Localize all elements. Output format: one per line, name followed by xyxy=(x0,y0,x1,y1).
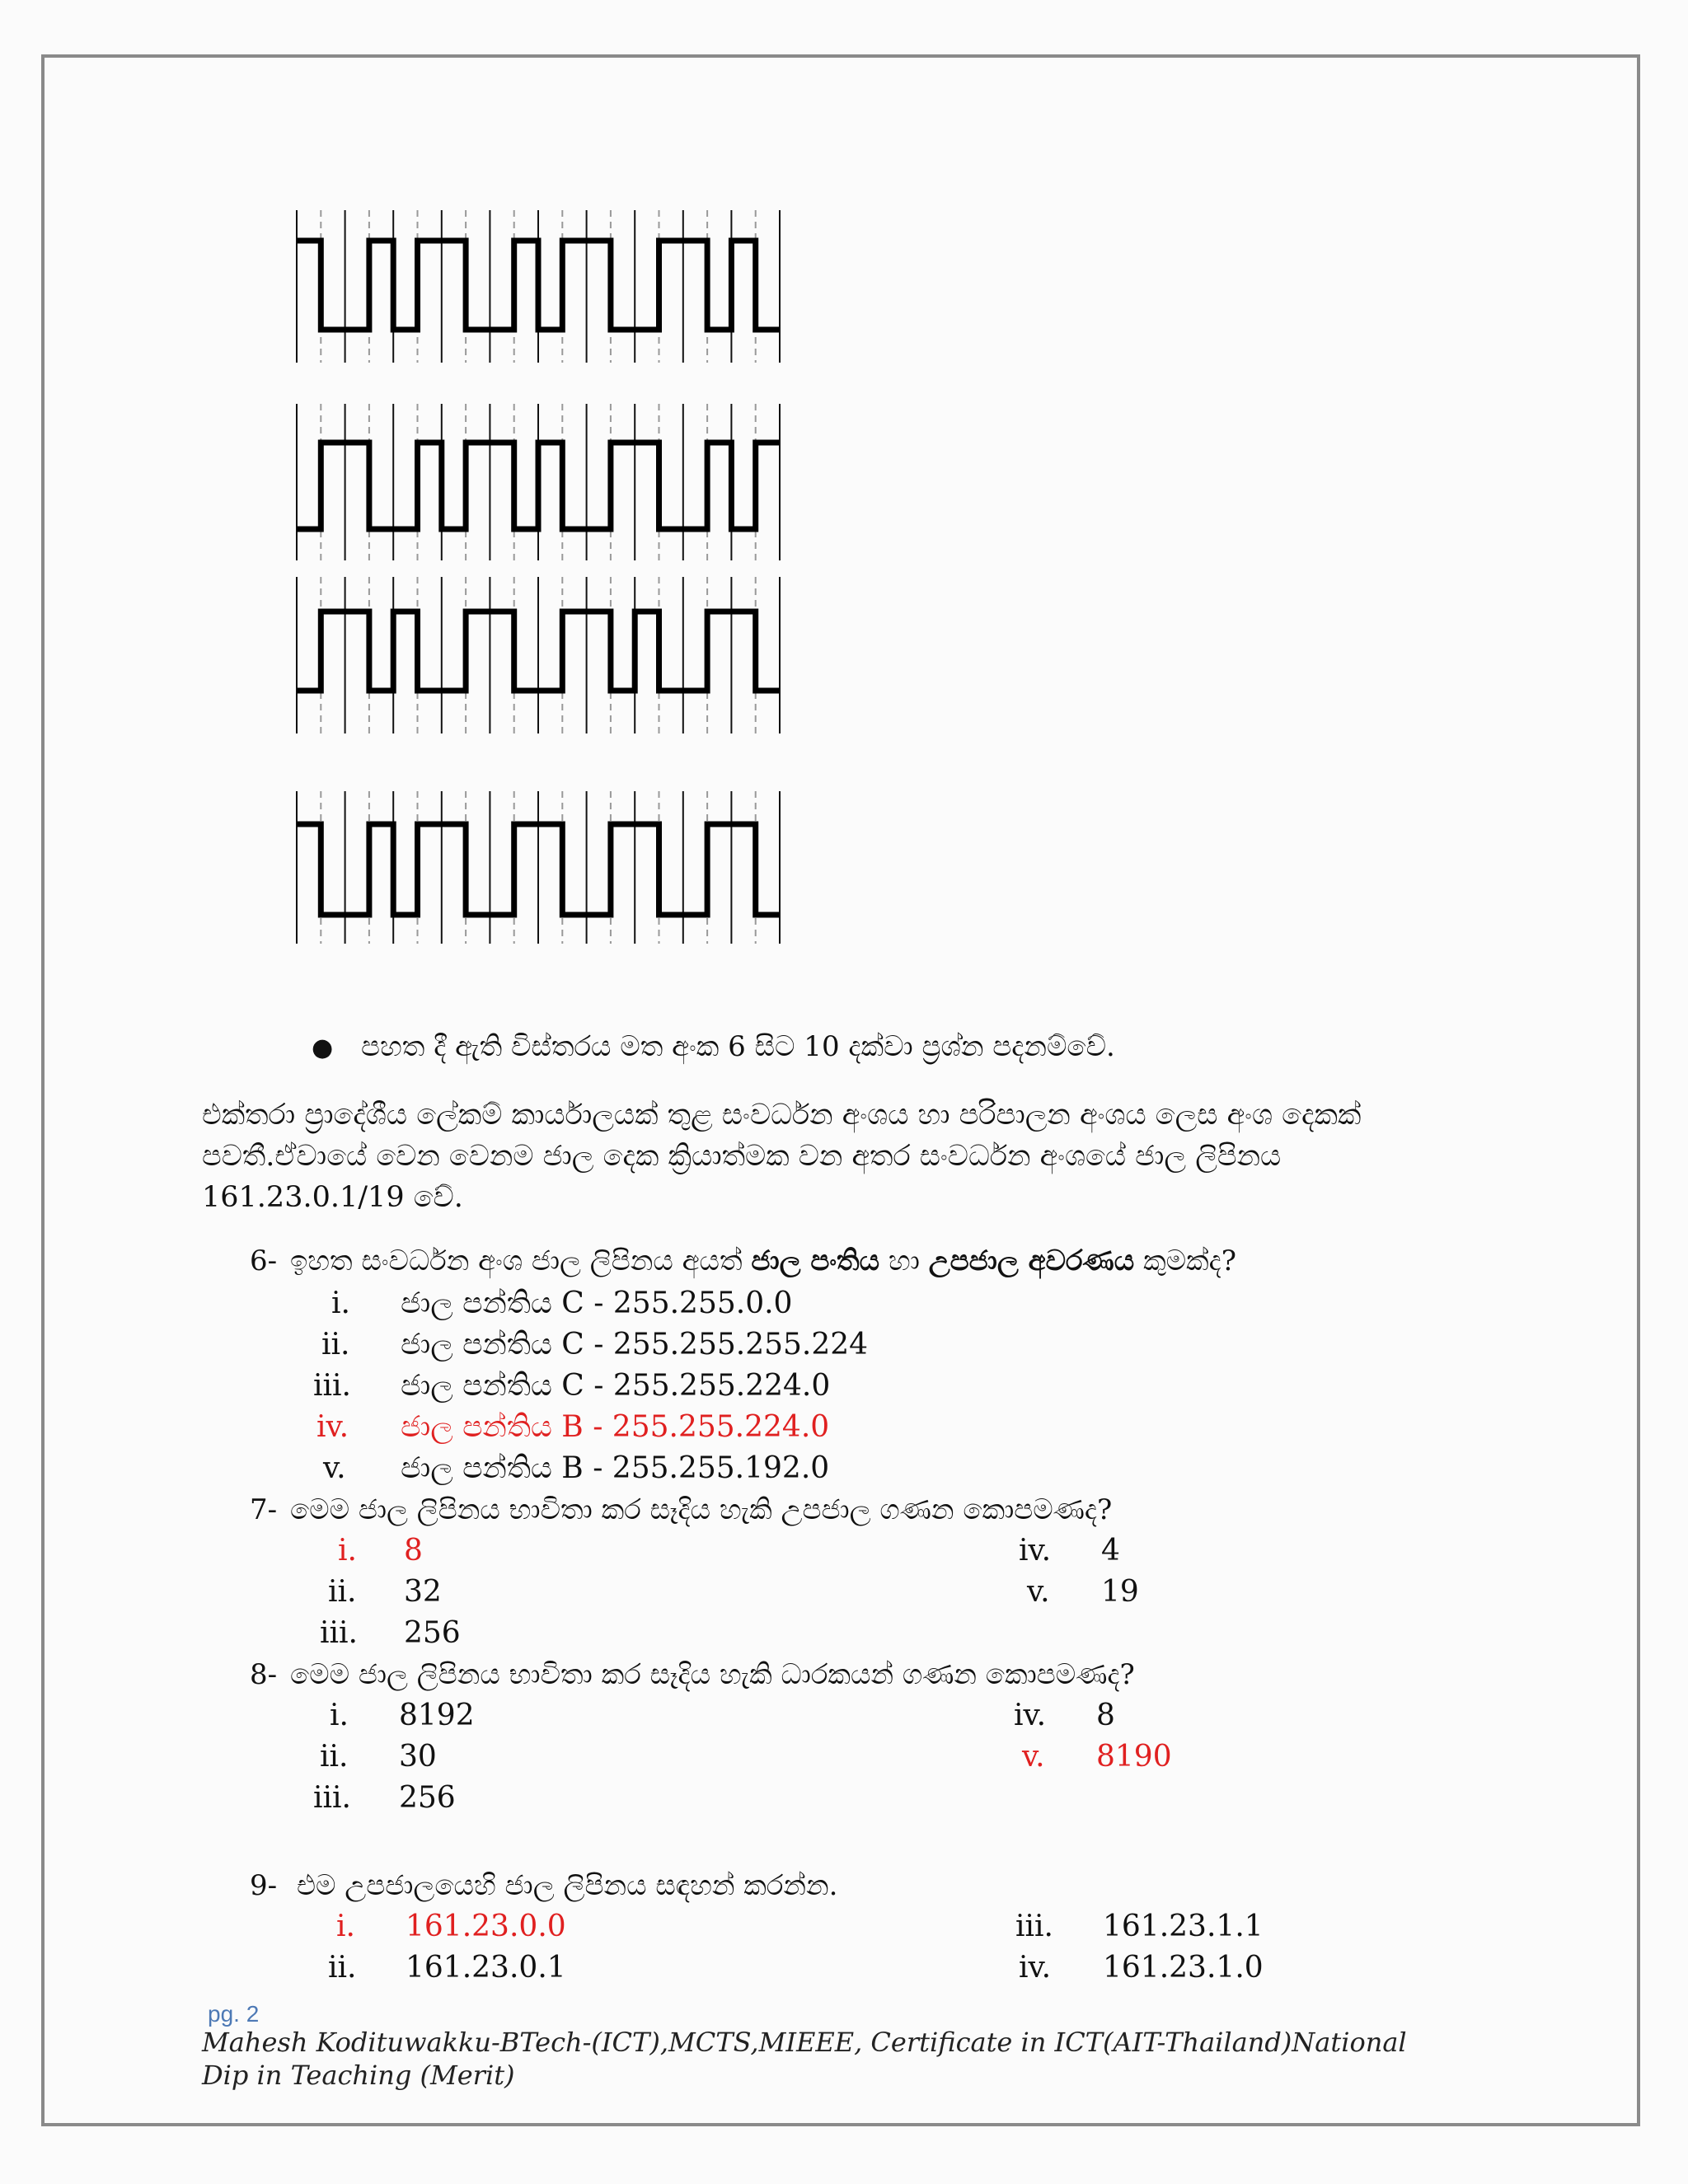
q7-option-2-number: ii. xyxy=(328,1575,357,1609)
paragraph-line-1: එක්තරා ප්‍රාදේශීය ලේකම් කාර්යාලයක් තුළ සංවර්ධන අංශය හා පරිපාලන අංශය ලෙස අංශ දෙකක් xyxy=(202,1099,1362,1132)
q9-option-4-number: iv. xyxy=(1019,1951,1052,1985)
q8-option-4-number: iv. xyxy=(1014,1699,1047,1732)
question-8-number: 8- xyxy=(250,1658,278,1691)
q6-option-1-text: ජාල පන්තිය C - 255.255.0.0 xyxy=(401,1286,793,1320)
q8-option-4-text: 8 xyxy=(1096,1699,1115,1732)
signal-waveforms xyxy=(280,198,1063,956)
q9-option-2-text: 161.23.0.1 xyxy=(406,1951,566,1985)
waveform-signal-2 xyxy=(297,443,780,529)
q6-option-1-number: i. xyxy=(331,1286,350,1320)
q7-option-3-text: 256 xyxy=(404,1616,461,1650)
page-number: pg. 2 xyxy=(208,2001,260,2027)
question-6-number: 6- xyxy=(250,1244,278,1277)
q6-option-5-text: ජාල පන්තිය B - 255.255.192.0 xyxy=(401,1451,830,1485)
q8-option-2-number: ii. xyxy=(320,1740,349,1774)
q7-option-4-number: iv. xyxy=(1019,1534,1052,1568)
q7-option-1-text: 8 xyxy=(404,1534,423,1568)
q7-option-4-text: 4 xyxy=(1101,1534,1120,1568)
q8-option-1-number: i. xyxy=(330,1699,349,1732)
q9-option-3-text: 161.23.1.1 xyxy=(1103,1910,1264,1943)
q9-option-2-number: ii. xyxy=(328,1951,357,1985)
question-7-text: මෙම ජාල ලිපිනය භාවිතා කර සෑදිය හැකි උපජාල ගණන කොපමණද? xyxy=(290,1493,1113,1526)
waveform-signal-1 xyxy=(297,241,780,330)
q8-option-1-text: 8192 xyxy=(399,1699,475,1732)
question-9-text: එම උපජාලයෙහි ජාල ලිපිනය සඳහන් කරන්න. xyxy=(297,1869,838,1902)
q6-option-4-text: ජාල පන්තිය B - 255.255.224.0 xyxy=(401,1410,830,1444)
intro-text: පහත දී ඇති විස්තරය මත අංක 6 සිට 10 දක්වා ප්‍රශ්න පදනම්වේ. xyxy=(361,1030,1115,1063)
q6-option-2-text: ජාල පන්තිය C - 255.255.255.224 xyxy=(401,1328,869,1361)
q8-option-3-number: iii. xyxy=(313,1781,351,1815)
q8-option-5-number: v. xyxy=(1022,1740,1045,1774)
question-7-number: 7- xyxy=(250,1493,278,1526)
q9-option-4-text: 161.23.1.0 xyxy=(1103,1951,1264,1985)
q8-option-2-text: 30 xyxy=(399,1740,437,1774)
q7-option-5-number: v. xyxy=(1027,1575,1050,1609)
question-8-text: මෙම ජාල ලිපිනය භාවිතා කර සෑදිය හැකි ධාරකයන් ගණන කොපමණද? xyxy=(290,1658,1135,1691)
q8-option-3-text: 256 xyxy=(399,1781,456,1815)
paragraph-line-2: පවතී.ඒවායේ වෙන වෙනම ජාල දෙක ක්‍රියාත්මක වන අතර සංවර්ධන අංශයේ ජාල ලිපිනය xyxy=(202,1140,1282,1173)
q8-option-5-text: 8190 xyxy=(1096,1740,1172,1774)
q6-option-3-number: iii. xyxy=(313,1369,351,1403)
question-6-text: ඉහත සංවර්ධන අංශ ජාල ලිපිනය අයත් ජාල පංතිය හා උපජාල අවරණය කුමක්ද? xyxy=(290,1244,1236,1277)
q6-option-4-number: iv. xyxy=(316,1410,349,1444)
q9-option-3-number: iii. xyxy=(1015,1910,1053,1943)
q7-option-1-number: i. xyxy=(338,1534,357,1568)
q6-option-3-text: ජාල පන්තිය C - 255.255.224.0 xyxy=(401,1369,831,1403)
question-9-number: 9- xyxy=(250,1869,278,1902)
footer-author: Mahesh Kodituwakku-BTech-(ICT),MCTS,MIEEE, Certificate in ICT(AIT-Thailand)National Dip in Teaching (Merit) xyxy=(202,2027,1407,2091)
q6-option-2-number: ii. xyxy=(321,1328,350,1361)
q7-option-3-number: iii. xyxy=(320,1616,358,1650)
q7-option-2-text: 32 xyxy=(404,1575,442,1609)
q9-option-1-text: 161.23.0.0 xyxy=(406,1910,566,1943)
q7-option-5-text: 19 xyxy=(1101,1575,1139,1609)
paragraph-line-3: 161.23.0.1/19 වේ. xyxy=(202,1181,463,1214)
q9-option-1-number: i. xyxy=(336,1910,355,1943)
bullet-icon: ● xyxy=(312,1033,334,1062)
q6-option-5-number: v. xyxy=(323,1451,346,1485)
